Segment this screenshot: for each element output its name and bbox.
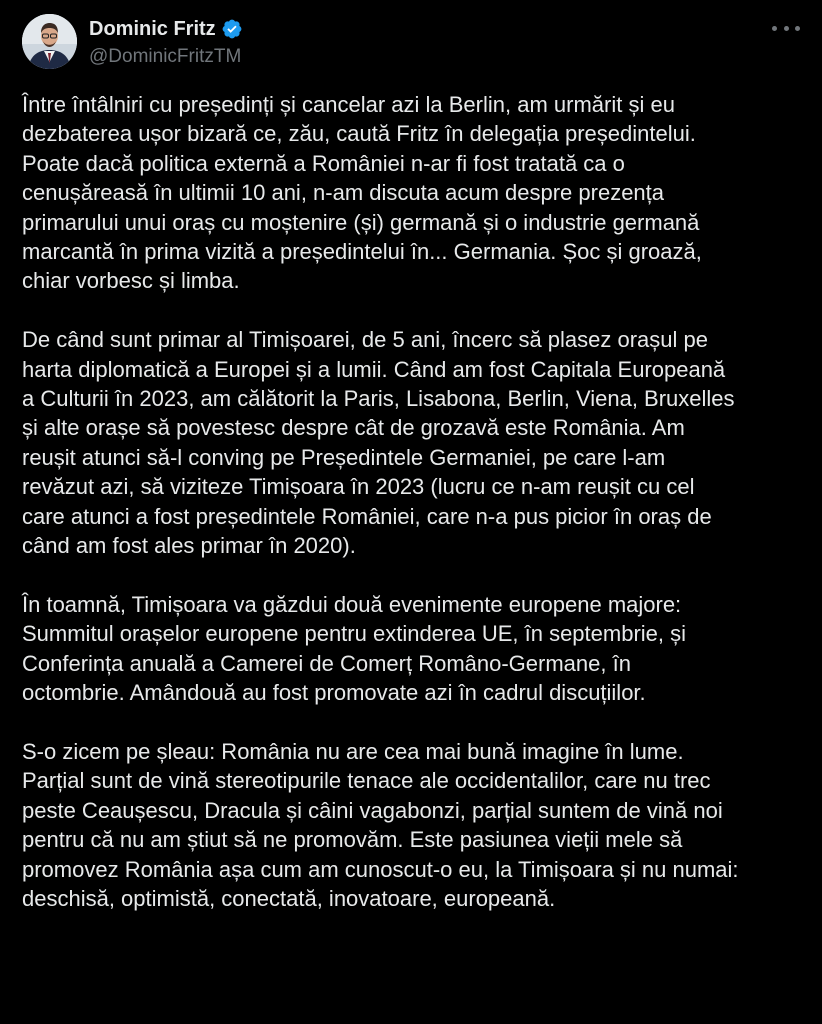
dot	[772, 26, 777, 31]
tweet-header	[22, 14, 800, 72]
name-row	[89, 16, 243, 42]
avatar-photo	[22, 14, 77, 69]
dot	[795, 26, 800, 31]
verified-badge-icon	[221, 18, 243, 40]
tweet-paragraph: În toamnă, Timișoara va găzdui două evenimente europene majore: Summitul orașelor europene pentru extinderea UE, în septembrie, și Conferința anuală a Camerei de Comerț Româno-Germane, în octombrie. Amândouă au fost promovate azi în cadrul discuțiilor.	[22, 591, 687, 706]
handle[interactable]: @DominicFritzTM	[89, 46, 242, 67]
tweet-paragraph: Între întâlniri cu președinți și cancelar azi la Berlin, am urmărit și eu dezbaterea ușor bizară ce, zău, caută Fritz în delegația președintelui. Poate dacă politica externă a României n-ar fi fost tratată ca o cenușăreasă în ultimii 10 ani, n-am discuta acum despre prezența primarului unui oraș cu moștenire (și) germană și o industrie germană marcantă în prima vizită a președintelui în... Germania. Șoc și groază, chiar vorbesc și limba.	[22, 92, 702, 294]
avatar[interactable]	[22, 14, 77, 69]
more-options-icon[interactable]	[772, 18, 800, 38]
tweet-text	[22, 90, 812, 913]
display-name[interactable]: Dominic Fritz	[89, 18, 216, 40]
tweet-paragraph: De când sunt primar al Timișoarei, de 5 ani, încerc să plasez orașul pe harta diplomatică a Europei și a lumii. Când am fost Capitala Europeană a Culturii în 2023, am călătorit la Paris, Lisabona, Berlin, Viena, Bruxelles și alte orașe să povestesc despre cât de grozavă este România. Am reușit atunci să-l conving pe Președintele Germaniei, pe care l-am revăzut azi, să viziteze Timișoara în 2023 (lucru ce n-am reușit cu cel care atunci a fost președintele României, care n-a pus picior în oraș de când am fost ales primar în 2020).	[22, 327, 735, 559]
dot	[784, 26, 789, 31]
tweet-paragraph: S-o zicem pe șleau: România nu are cea mai bună imagine în lume. Parțial sunt de vină stereotipurile tenace ale occidentalilor, care nu trec peste Ceaușescu, Dracula și câini vagabonzi, parțial suntem de vină noi pentru că nu am știut să ne promovăm. Este pasiunea vieții mele să promovez România așa cum am cunoscut-o eu, la Timișoara și nu numai: deschisă, optimistă, conectată, inovatoare, europeană.	[22, 738, 739, 911]
author-info	[89, 16, 243, 70]
